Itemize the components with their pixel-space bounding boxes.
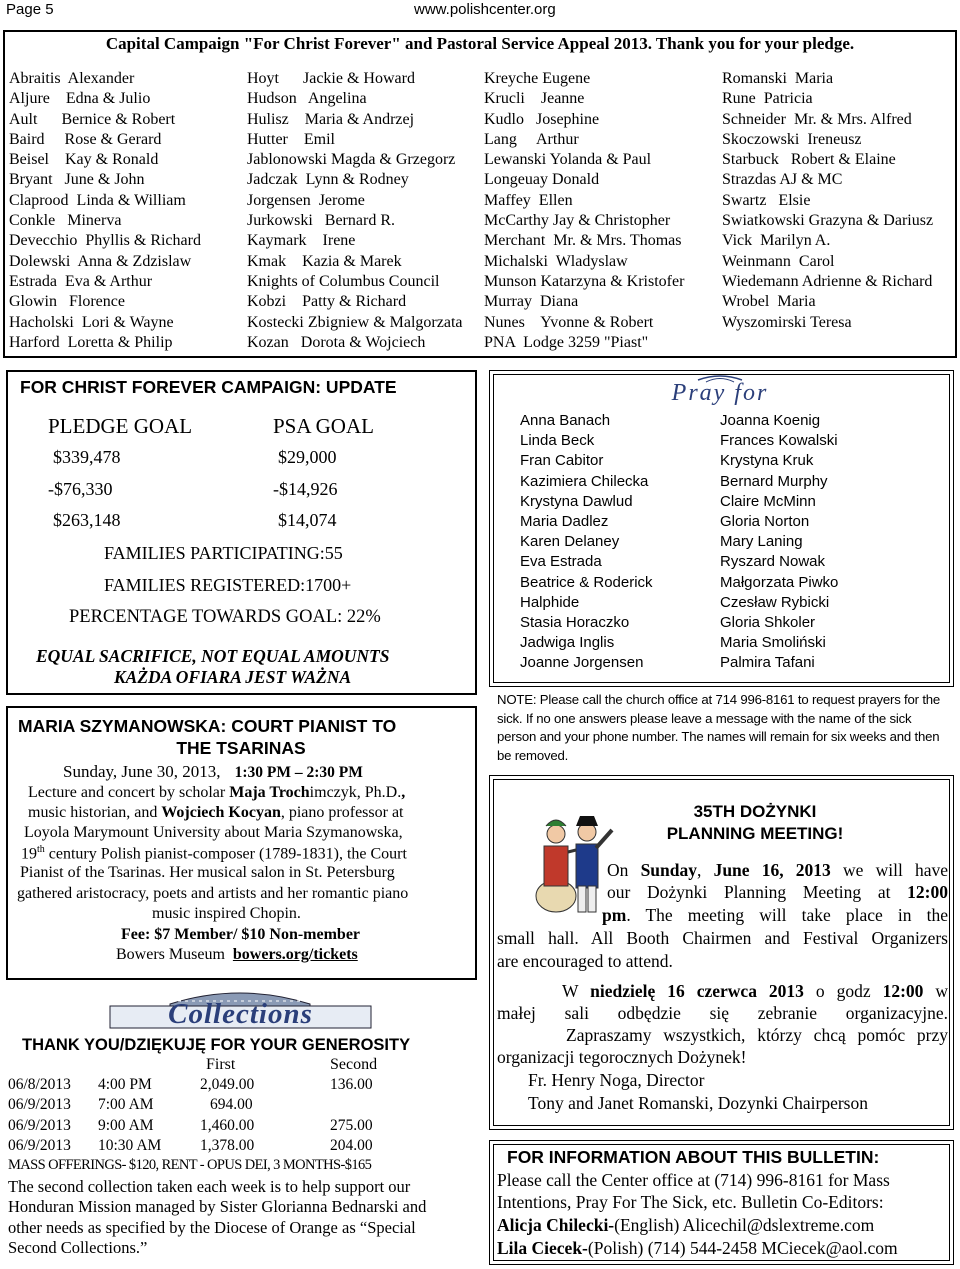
motto-english: EQUAL SACRIFICE, NOT EQUAL AMOUNTS [36, 646, 390, 666]
collection-first-cell: 2,049.00 [200, 1076, 255, 1093]
donor-entry: Knights of Columbus Council [247, 272, 440, 290]
donor-entry: Harford Loretta & Philip [9, 333, 173, 351]
donor-entry: Kozan Dorota & Wojciech [247, 333, 426, 351]
collection-time-cell: 4:00 PM [98, 1076, 152, 1093]
donor-entry: Michalski Wladyslaw [484, 252, 628, 270]
donor-entry: Hacholski Lori & Wayne [9, 313, 174, 331]
prayer-name: Mary Laning [720, 533, 803, 551]
donor-entry: Weinmann Carol [722, 252, 835, 270]
donor-entry: Nunes Yvonne & Robert [484, 313, 654, 331]
collection-date-cell: 06/9/2013 [8, 1116, 71, 1134]
donor-entry: Kmak Kazia & Marek [247, 252, 402, 270]
percentage-towards-goal: PERCENTAGE TOWARDS GOAL: 22% [69, 607, 381, 627]
donor-entry: Hulisz Maria & Andrzej [247, 110, 415, 128]
donor-entry: Merchant Mr. & Mrs. Thomas [484, 232, 682, 250]
donor-entry: Starbuck Robert & Elaine [722, 151, 896, 169]
dozynki-pl-line-1: W niedzielę 16 czerwca 2013 o godz 12:00 w [562, 981, 948, 1001]
donor-entry: Devecchio Phyllis & Richard [9, 232, 201, 250]
collection-second-cell: 204.00 [330, 1136, 373, 1154]
maria-fee: Fee: $7 Member/ $10 Non-member [121, 926, 361, 943]
pledge-remaining-value: $263,148 [53, 510, 121, 530]
donor-entry: PNA Lodge 3259 "Piast" [484, 333, 649, 351]
donor-entry: Wyszomirski Teresa [722, 313, 852, 331]
collection-time-cell: 10:30 AM [98, 1136, 162, 1154]
folk-dancers-icon [532, 786, 616, 916]
collection-first-cell: 694.00 [210, 1096, 253, 1114]
families-registered: FAMILIES REGISTERED:1700+ [104, 575, 352, 595]
dozynki-en-line-1: On Sunday, June 16, 2013 we will have [607, 860, 949, 880]
collections-note-3: other needs as specified by the Diocese of Orange as “Special [8, 1218, 416, 1237]
mass-offerings: MASS OFFERINGS- $120, RENT - OPUS DEI, 3 MONTHS-$165 [8, 1157, 372, 1173]
prayer-note: NOTE: Please call the church office at 714 996-8161 to request prayers for the sick. If no one answers please leave a message with the name of the sick person and your phone number. The names will remain for six weeks and then be removed. [497, 692, 941, 763]
dozynki-en-line-4: small hall. All Booth Chairmen and Festival Organizers [497, 928, 948, 948]
donor-entry: Jurkowski Bernard R. [247, 212, 395, 230]
collection-first-cell: 1,460.00 [200, 1116, 255, 1134]
prayer-list-column-1 [520, 411, 653, 673]
info-line-3: Alicja Chilecki-(English) Alicechil@dslextreme.com [497, 1215, 875, 1235]
pledge-goal-value: $339,478 [53, 447, 121, 467]
info-line-2: Intentions, Pray For The Sick, etc. Bulletin Co-Editors: [497, 1192, 884, 1212]
dozynki-en-line-5: are encouraged to attend. [497, 951, 673, 971]
prayer-name: Beatrice & Roderick [520, 573, 653, 591]
collections-banner [108, 988, 373, 1030]
collection-second-cell: 136.00 [330, 1076, 373, 1093]
donor-entry: Jadczak Lynn & Rodney [247, 171, 409, 189]
donor-entry: Abraitis Alexander [9, 70, 135, 87]
psa-goal-label: PSA GOAL [273, 414, 374, 438]
dozynki-pl-line-2: małej sali odbędzie się zebranie organizacyjne. [497, 1003, 948, 1023]
psa-remaining-value: $14,074 [278, 510, 337, 530]
donor-entry: Hutter Emil [247, 130, 335, 148]
donor-column-4 [722, 69, 933, 333]
donor-entry: Kudlo Josephine [484, 110, 600, 128]
donor-entry: Schneider Mr. & Mrs. Alfred [722, 110, 912, 128]
prayer-name: Linda Beck [520, 432, 595, 450]
info-title: FOR INFORMATION ABOUT THIS BULLETIN: [507, 1147, 880, 1167]
collections-note-2: Honduran Mission managed by Sister Glorianna Bednarski and [8, 1197, 427, 1216]
prayer-name: Bernard Murphy [720, 472, 828, 490]
pray-for-banner [640, 374, 800, 404]
collections-note-4: Second Collections.” [8, 1238, 148, 1257]
donor-entry: Dolewski Anna & Zdzislaw [9, 252, 192, 270]
donor-entry: Lang Arthur [484, 130, 579, 148]
donor-column-2 [247, 69, 463, 353]
donor-entry: Beisel Kay & Ronald [9, 151, 159, 169]
first-collection-header: First [206, 1056, 236, 1073]
maria-line-6: gathered aristocracy, poets and artists and her romantic piano [17, 885, 409, 902]
tickets-link[interactable]: bowers.org/tickets [232, 946, 358, 963]
maria-title-2: THE TSARINAS [176, 738, 306, 758]
prayer-name: Maria Smoliński [720, 634, 826, 652]
site-url[interactable]: www.polishcenter.org [414, 1, 556, 18]
donor-entry: Murray Diana [484, 293, 579, 311]
motto-polish: KAŻDA OFIARA JEST WAŻNA [114, 667, 352, 687]
prayer-name: Krystyna Kruk [720, 452, 814, 470]
psa-goal-value: $29,000 [278, 447, 337, 467]
donor-entry: Estrada Eva & Arthur [9, 272, 153, 290]
dozynki-en-line-3: pm. The meeting will take place in the [602, 905, 948, 925]
prayer-name: Eva Estrada [520, 553, 602, 571]
donor-entry: Munson Katarzyna & Kristofer [484, 272, 685, 290]
prayer-name: Krystyna Dawlud [520, 492, 633, 510]
donor-entry: Hudson Angelina [247, 90, 367, 108]
donor-entry: Kreyche Eugene [484, 70, 591, 87]
collections-banner-text: Collections [168, 998, 313, 1030]
collection-date-cell: 06/9/2013 [8, 1136, 71, 1154]
donor-entry: Vick Marilyn A. [722, 232, 831, 250]
collection-date-cell: 06/9/2013 [8, 1096, 71, 1114]
donor-column-3 [484, 69, 684, 353]
donor-entry: Kaymark Irene [247, 232, 356, 250]
donor-entry: Longeuay Donald [484, 171, 600, 189]
campaign-title: Capital Campaign "For Christ Forever" and Pastoral Service Appeal 2013. Thank you for your pledge. [105, 34, 855, 53]
donor-entry: Romanski Maria [722, 70, 834, 87]
maria-line-5: Pianist of the Tsarinas. Her musical salon in St. Petersburg [20, 864, 395, 881]
donor-entry: Strazdas AJ & MC [722, 171, 843, 189]
donor-entry: Wrobel Maria [722, 293, 816, 311]
donor-entry: Rune Patricia [722, 90, 813, 108]
prayer-name: Palmira Tafani [720, 654, 815, 672]
maria-venue-line: Bowers Museum bowers.org/tickets [116, 946, 358, 963]
prayer-name: Małgorzata Piwko [720, 573, 839, 591]
prayer-name: Stasia Horaczko [520, 613, 630, 631]
donor-entry: Wiedemann Adrienne & Richard [722, 272, 933, 290]
prayer-name: Kazimiera Chilecka [520, 472, 649, 490]
prayer-name: Frances Kowalski [720, 432, 838, 450]
donor-column-1 [9, 69, 201, 353]
prayer-name: Czesław Rybicki [720, 593, 830, 611]
prayer-name: Maria Dadlez [520, 512, 609, 530]
donor-entry: McCarthy Jay & Christopher [484, 212, 671, 230]
prayer-name: Fran Cabitor [520, 452, 604, 470]
maria-date-line: Sunday, June 30, 2013, 1:30 PM – 2:30 PM [63, 762, 363, 781]
donor-entry: Maffey Ellen [484, 191, 573, 209]
collections-note-1: The second collection taken each week is to help support our [8, 1177, 411, 1196]
collection-time-cell: 7:00 AM [98, 1096, 154, 1114]
maria-title-1: MARIA SZYMANOWSKA: COURT PIANIST TO [18, 716, 397, 736]
donor-entry: Kostecki Zbigniew & Malgorzata [247, 313, 463, 331]
prayer-name: Gloria Shkoler [720, 613, 816, 631]
maria-line-7: music inspired Chopin. [152, 905, 301, 922]
donor-entry: Conkle Minerva [9, 212, 122, 230]
page-number: Page 5 [6, 1, 54, 18]
donor-entry: Hoyt Jackie & Howard [247, 70, 415, 87]
dozynki-pl-line-3: Zapraszamy wszystkich, którzy chcą pomóc przy [566, 1025, 948, 1045]
donor-entry: Kobzi Patty & Richard [247, 293, 407, 311]
donor-entry: Jorgensen Jerome [247, 191, 365, 209]
donor-entry: Swiatkowski Grazyna & Dariusz [722, 212, 934, 230]
dozynki-pl-line-4: organizacji tegorocznych Dożynek! [497, 1047, 747, 1067]
dozynki-title-1: 35TH DOŻYNKI [693, 802, 817, 821]
maria-line-3: Loyola Marymount University about Maria Szymanowska, [24, 824, 403, 841]
donor-entry: Swartz Elsie [722, 191, 811, 209]
donor-entry: Skoczowski Ireneusz [722, 130, 862, 148]
prayer-list-column-2 [720, 411, 838, 673]
families-participating: FAMILIES PARTICIPATING:55 [104, 543, 343, 563]
prayer-name: Joanna Koenig [720, 412, 821, 429]
dozynki-signature-1: Fr. Henry Noga, Director [528, 1070, 705, 1090]
prayer-name: Jadwiga Inglis [520, 634, 615, 652]
pray-for-title: Pray for [671, 380, 769, 406]
psa-collected-value: -$14,926 [273, 479, 338, 499]
collection-time-cell: 9:00 AM [98, 1116, 154, 1134]
donor-entry: Aljure Edna & Julio [9, 90, 151, 108]
dancing-couple-illustration [532, 786, 616, 916]
maria-line-4: 19th century Polish pianist-composer (1789-1831), the Court [21, 844, 407, 863]
prayer-name: Joanne Jorgensen [520, 654, 644, 672]
donor-entry: Lewanski Yolanda & Paul [484, 151, 652, 169]
donor-entry: Glowin Florence [9, 293, 125, 311]
donor-entry: Claprood Linda & William [9, 191, 186, 209]
maria-line-2: music historian, and Wojciech Kocyan, piano professor at [28, 804, 404, 821]
prayer-name: Ryszard Nowak [720, 553, 826, 571]
second-collection-header: Second [330, 1056, 378, 1073]
info-line-4: Lila Ciecek-(Polish) (714) 544-2458 MCiecek@aol.com [497, 1238, 898, 1258]
donor-entry: Baird Rose & Gerard [9, 130, 162, 148]
donor-entry: Bryant June & John [9, 171, 145, 189]
prayer-name: Gloria Norton [720, 512, 810, 530]
prayer-name: Halphide [520, 593, 580, 611]
collection-second-cell: 275.00 [330, 1116, 373, 1134]
collections-title: THANK YOU/DZIĘKUJĘ FOR YOUR GENEROSITY [22, 1036, 411, 1054]
donor-entry: Ault Bernice & Robert [9, 110, 176, 128]
donor-entry: Krucli Jeanne [484, 90, 585, 108]
maria-lecture-line: Lecture and concert by scholar Maja Trochimczyk, Ph.D., [28, 784, 406, 801]
donor-entry: Jablonowski Magda & Grzegorz [247, 151, 456, 169]
prayer-name: Claire McMinn [720, 492, 816, 510]
update-title: FOR CHRIST FOREVER CAMPAIGN: UPDATE [20, 377, 397, 397]
pledge-collected-value: -$76,330 [48, 479, 113, 499]
collection-date-cell: 06/8/2013 [8, 1076, 71, 1093]
dozynki-signature-2: Tony and Janet Romanski, Dozynki Chairperson [528, 1093, 868, 1113]
info-line-1: Please call the Center office at (714) 996-8161 for Mass [497, 1170, 890, 1190]
pledge-goal-label: PLEDGE GOAL [48, 414, 193, 438]
dozynki-en-line-2: our Dożynki Planning Meeting at 12:00 [607, 882, 948, 902]
prayer-name: Anna Banach [520, 412, 611, 429]
dozynki-title-2: PLANNING MEETING! [666, 824, 844, 843]
prayer-name: Karen Delaney [520, 533, 620, 551]
collection-first-cell: 1,378.00 [200, 1136, 255, 1154]
